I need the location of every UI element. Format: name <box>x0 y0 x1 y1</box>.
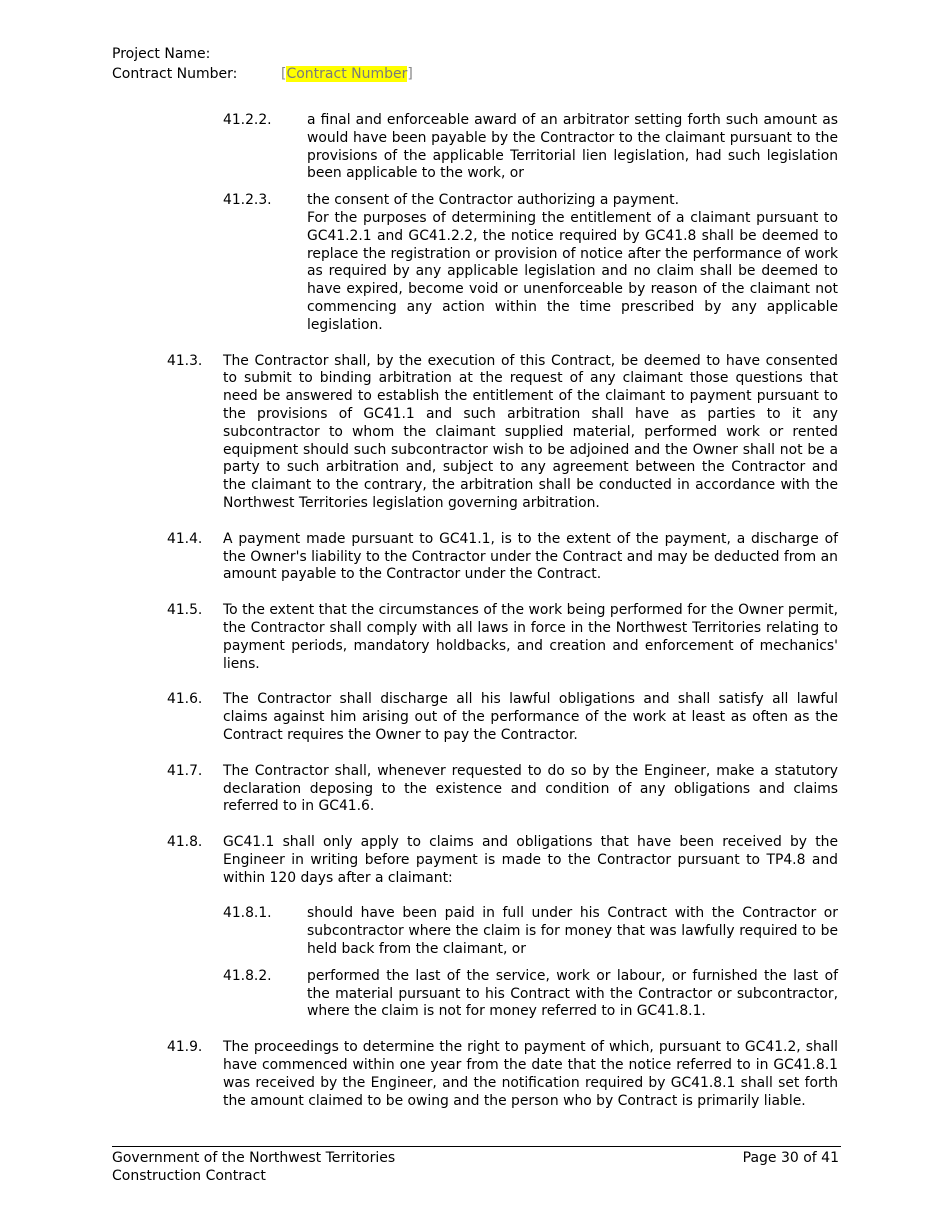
contract-number-row <box>112 64 413 84</box>
clause-41-7 <box>0 763 950 816</box>
clause-number: 41.8.1. <box>223 905 272 922</box>
clause-number: 41.9. <box>167 1039 203 1056</box>
clause-text-continued: For the purposes of determining the entitlement of a claimant pursuant to GC41.2.1 and GC41.2.2, the notice required by GC41.8 shall be deemed to replace the registration or provision of notice after the performance of work as required by any applicable legislation and no claim shall be deemed to have expired, become void or unenforceable by reason of the claimant not commencing any action within the time prescribed by any applicable legislation. <box>307 209 838 333</box>
clause-41-3 <box>0 353 950 513</box>
clause-text: the consent of the Contractor authorizing a payment. <box>307 192 680 209</box>
bracket-open: [ <box>281 66 287 82</box>
clause-number: 41.3. <box>167 352 203 369</box>
clause-body <box>0 112 950 1110</box>
clause-41-2-3 <box>0 192 950 334</box>
footer-organization: Government of the Northwest Territories <box>112 1150 396 1166</box>
project-name-label: Project Name: <box>112 46 211 62</box>
contract-number-label: Contract Number: <box>112 66 238 82</box>
clause-number: 41.8. <box>167 834 203 851</box>
clause-text: should have been paid in full under his Contract with the Contractor or subcontractor where the claim is for money that was lawfully required to be held back from the claimant, or <box>307 905 838 958</box>
clause-text: The Contractor shall, whenever requested to do so by the Engineer, make a statutory declaration deposing to the existence and condition of any obligations and claims referred to in GC41.6. <box>223 762 838 815</box>
clause-text: GC41.1 shall only apply to claims and obligations that have been received by the Engineer in writing before payment is made to the Contractor pursuant to TP4.8 and within 120 days after a claimant: <box>223 834 838 886</box>
clause-text: a final and enforceable award of an arbitrator setting forth such amount as would have been payable by the Contractor to the claimant pursuant to the provisions of the applicable Territorial lien legislation, had such legislation been applicable to the work, or <box>307 112 838 182</box>
clause-number: 41.5. <box>167 602 203 619</box>
clause-text: The Contractor shall discharge all his lawful obligations and shall satisfy all lawful claims against him arising out of the performance of the work at least as often as the Contract requires the Owner to pay the Contractor. <box>223 691 838 743</box>
clause-41-8-1 <box>0 905 950 958</box>
clause-number: 41.4. <box>167 530 203 547</box>
footer-document-title: Construction Contract <box>112 1168 266 1184</box>
clause-41-6 <box>0 691 950 744</box>
footer-page-number: Page 30 of 41 <box>742 1150 839 1166</box>
contract-number-field[interactable]: Contract Number <box>286 66 408 82</box>
clause-text: The proceedings to determine the right to payment of which, pursuant to GC41.2, shall have commenced within one year from the date that the notice referred to in GC41.8.1 was received by the Engineer, and the notification required by GC41.8.1 shall set forth the amount claimed to be owing and the person who by Contract is primarily liable. <box>223 1039 838 1109</box>
clause-41-2-2 <box>0 112 950 183</box>
clause-number: 41.8.2. <box>223 967 272 984</box>
clause-text: performed the last of the service, work or labour, or furnished the last of the material pursuant to his Contract with the Contractor or subcontractor, where the claim is not for money referred to in GC41.8.1. <box>307 967 838 1020</box>
clause-41-5 <box>0 602 950 673</box>
clause-text: The Contractor shall, by the execution of this Contract, be deemed to have consented to submit to binding arbitration at the request of any claimant those questions that need be answered to establish the entitlement of the claimant to payment pursuant to the provisions of GC41.1 and such arbitration shall have as parties to it any subcontractor to whom the claimant supplied material, performed work or rented equipment should such subcontractor wish to be adjoined and the Owner shall not be a party to such arbitration and, subject to any agreement between the Contractor and the claimant to the contrary, the arbitration shall be conducted in accordance with the Northwest Territories legislation governing arbitration. <box>223 352 838 511</box>
clause-41-8 <box>0 834 950 887</box>
clause-number: 41.7. <box>167 762 203 779</box>
clause-41-8-2 <box>0 968 950 1021</box>
clause-number: 41.2.2. <box>223 112 272 128</box>
clause-text: A payment made pursuant to GC41.1, is to the extent of the payment, a discharge of the Owner's liability to the Contractor under the Contract and may be deducted from an amount payable to the Contractor under the Contract. <box>223 530 838 583</box>
clause-41-9 <box>0 1039 950 1110</box>
clause-number: 41.6. <box>167 691 203 708</box>
clause-41-4 <box>0 531 950 584</box>
clause-number: 41.2.3. <box>223 192 272 209</box>
clause-text: To the extent that the circumstances of the work being performed for the Owner permit, the Contractor shall comply with all laws in force in the Northwest Territories relating to payment periods, mandatory holdbacks, and creation and enforcement of mechanics' liens. <box>223 602 838 672</box>
bracket-close: ] <box>407 66 413 82</box>
footer-divider <box>112 1146 841 1147</box>
